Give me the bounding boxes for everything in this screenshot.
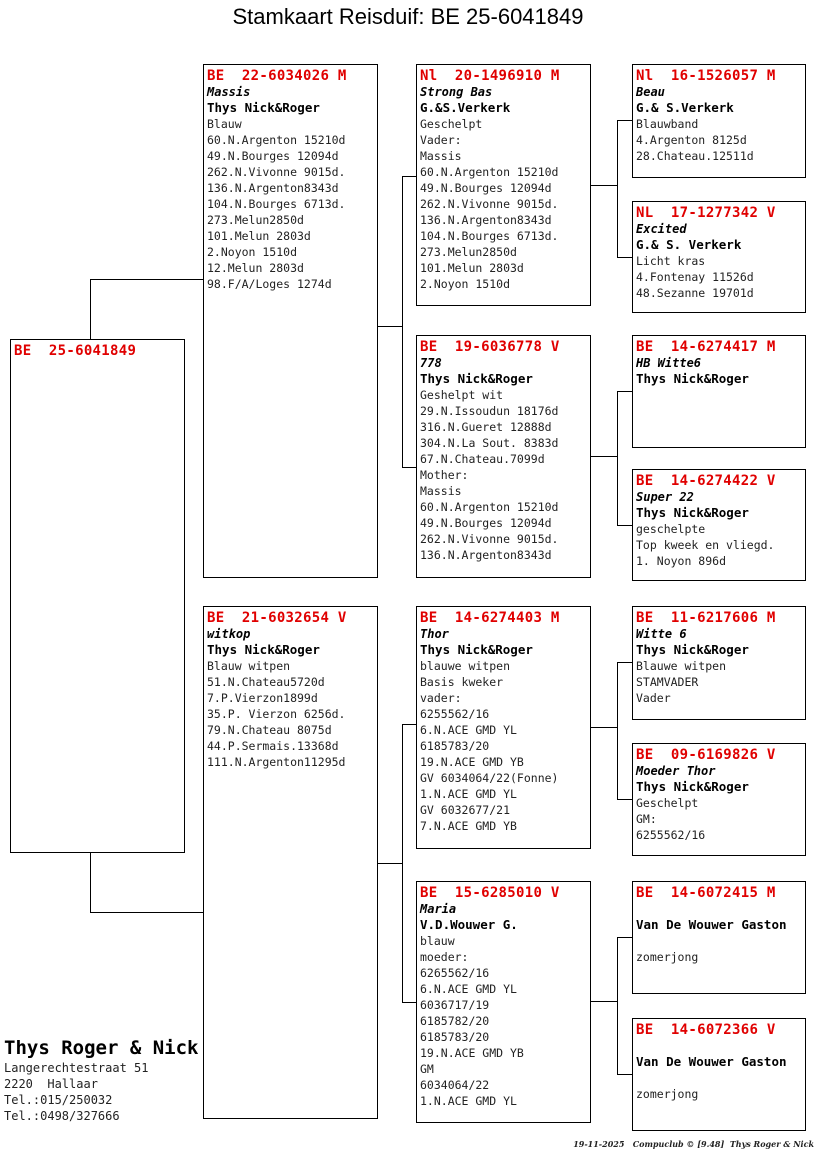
connector-line: [617, 662, 618, 799]
pigeon-owner: Thys Nick&Roger: [636, 505, 749, 520]
info-line: 60.N.Argenton 15210d: [420, 500, 559, 514]
pigeon-card-fff[interactable]: [632, 64, 806, 178]
info-line: Geshelpt wit: [420, 388, 504, 402]
info-line: 12.Melun 2803d: [207, 261, 304, 275]
info-line: zomerjong: [636, 1087, 699, 1101]
info-line: 19.N.ACE GMD YB: [420, 755, 524, 769]
ring-number: BE 14-6072415 M: [636, 885, 776, 901]
pigeon-owner: Thys Nick&Roger: [420, 371, 533, 386]
ring-number: NL 17-1277342 V: [636, 205, 776, 221]
info-line: 6255562/16: [420, 707, 490, 721]
info-line: 60.N.Argenton 15210d: [207, 133, 346, 147]
pigeon-name: Thor: [420, 627, 449, 641]
info-line: 6265562/16: [420, 966, 490, 980]
info-line: Blauwe witpen: [636, 659, 727, 673]
info-line: 44.P.Sermais.13368d: [207, 739, 339, 753]
info-line: 19.N.ACE GMD YB: [420, 1046, 524, 1060]
pigeon-owner: Thys Nick&Roger: [636, 371, 749, 386]
info-line: Massis: [420, 484, 462, 498]
info-line: Blauw: [207, 117, 242, 131]
info-line: Massis: [420, 149, 462, 163]
pigeon-owner: G.& S. Verkerk: [636, 237, 742, 252]
info-line: moeder:: [420, 950, 469, 964]
ring-number: BE 14-6072366 V: [636, 1022, 776, 1038]
info-line: GM:: [636, 812, 657, 826]
connector-line: [402, 724, 416, 725]
info-line: 49.N.Bourges 12094d: [420, 181, 552, 195]
connector-line: [402, 176, 403, 467]
connector-line: [402, 1002, 416, 1003]
connector-line: [90, 852, 91, 912]
breeder-info: [4, 1036, 198, 1124]
info-line: zomerjong: [636, 950, 699, 964]
connector-line: [617, 120, 632, 121]
pigeon-owner: Van De Wouwer Gaston: [636, 1054, 787, 1069]
ring-number: BE 14-6274417 M: [636, 339, 776, 355]
breeder-name: Thys Roger & Nick: [4, 1037, 199, 1059]
pigeon-name: 778: [420, 356, 442, 370]
connector-line: [617, 1074, 632, 1075]
pigeon-card-subject[interactable]: [10, 339, 185, 853]
pigeon-name: Beau: [636, 85, 665, 99]
breeder-address: Langerechtestraat 51: [4, 1061, 149, 1075]
connector-line: [590, 1001, 617, 1002]
info-line: 1.N.ACE GMD YL: [420, 787, 517, 801]
connector-line: [617, 120, 618, 257]
pigeon-owner: Van De Wouwer Gaston: [636, 917, 787, 932]
connector-line: [90, 912, 203, 913]
info-line: 79.N.Chateau 8075d: [207, 723, 332, 737]
info-line: 49.N.Bourges 12094d: [207, 149, 339, 163]
info-line: GV 6034064/22(Fonne): [420, 771, 559, 785]
connector-line: [617, 257, 632, 258]
info-line: 1.N.ACE GMD YL: [420, 1094, 517, 1108]
pigeon-card-ff[interactable]: [416, 64, 591, 306]
info-line: blauw: [420, 934, 455, 948]
pigeon-name: Moeder Thor: [636, 764, 716, 778]
info-line: 29.N.Issoudun 18176d: [420, 404, 559, 418]
info-line: 273.Melun2850d: [420, 245, 517, 259]
info-line: 6255562/16: [636, 828, 706, 842]
info-line: Geschelpt: [636, 796, 699, 810]
info-line: 6.N.ACE GMD YL: [420, 982, 517, 996]
info-line: 51.N.Chateau5720d: [207, 675, 325, 689]
pigeon-owner: V.D.Wouwer G.: [420, 917, 518, 932]
ring-number: Nl 20-1496910 M: [420, 68, 560, 84]
pigeon-card-father[interactable]: [203, 64, 378, 578]
info-line: 6.N.ACE GMD YL: [420, 723, 517, 737]
info-line: 262.N.Vivonne 9015d.: [207, 165, 346, 179]
info-line: Blauwband: [636, 117, 699, 131]
pigeon-card-mmf[interactable]: [632, 881, 806, 994]
pigeon-owner: G.& S.Verkerk: [636, 100, 734, 115]
connector-line: [617, 662, 632, 663]
ring-number: Nl 16-1526057 M: [636, 68, 776, 84]
connector-line: [617, 391, 632, 392]
pigeon-name: Super 22: [636, 490, 694, 504]
info-line: 67.N.Chateau.7099d: [420, 452, 545, 466]
connector-line: [590, 185, 617, 186]
info-line: Mother:: [420, 468, 469, 482]
ring-number: BE 14-6274403 M: [420, 610, 560, 626]
ring-number: BE 09-6169826 V: [636, 747, 776, 763]
info-line: 4.Fontenay 11526d: [636, 270, 754, 284]
pigeon-owner: Thys Nick&Roger: [420, 642, 533, 657]
info-line: 136.N.Argenton8343d: [207, 181, 339, 195]
info-line: GV 6032677/21: [420, 803, 511, 817]
info-line: 2.Noyon 1510d: [420, 277, 511, 291]
page-title: Stamkaart Reisduif: BE 25-6041849: [232, 4, 584, 29]
connector-line: [590, 456, 617, 457]
info-line: 101.Melun 2803d: [420, 261, 524, 275]
info-line: vader:: [420, 691, 462, 705]
info-line: 111.N.Argenton11295d: [207, 755, 346, 769]
info-line: 60.N.Argenton 15210d: [420, 165, 559, 179]
connector-line: [90, 279, 203, 280]
connector-line: [402, 176, 416, 177]
info-line: Geschelpt: [420, 117, 483, 131]
info-line: geschelpte: [636, 522, 706, 536]
pigeon-owner: G.&S.Verkerk: [420, 100, 511, 115]
pigeon-name: Maria: [420, 902, 457, 916]
blank-line: [636, 933, 805, 949]
connector-line: [617, 391, 618, 525]
pigeon-owner: Thys Nick&Roger: [207, 642, 320, 657]
info-line: 316.N.Gueret 12888d: [420, 420, 552, 434]
connector-line: [377, 863, 402, 864]
info-line: 104.N.Bourges 6713d.: [207, 197, 346, 211]
pigeon-card-mff[interactable]: [632, 606, 806, 720]
info-line: 7.N.ACE GMD YB: [420, 819, 517, 833]
info-line: 273.Melun2850d: [207, 213, 304, 227]
info-line: 6185783/20: [420, 739, 490, 753]
connector-line: [617, 799, 632, 800]
info-line: 28.Chateau.12511d: [636, 149, 754, 163]
info-line: 49.N.Bourges 12094d: [420, 516, 552, 530]
info-line: Vader: [636, 691, 671, 705]
info-line: 7.P.Vierzon1899d: [207, 691, 318, 705]
info-line: 304.N.La Sout. 8383d: [420, 436, 559, 450]
info-line: 262.N.Vivonne 9015d.: [420, 532, 559, 546]
pigeon-card-fmf[interactable]: [632, 335, 806, 448]
pigeon-name-empty: [636, 1038, 805, 1054]
pigeon-owner: Thys Nick&Roger: [636, 779, 749, 794]
ring-number: BE 11-6217606 M: [636, 610, 776, 626]
connector-line: [377, 326, 402, 327]
breeder-city: 2220 Hallaar: [4, 1077, 98, 1091]
pigeon-card-mm[interactable]: [416, 881, 591, 1123]
info-line: 136.N.Argenton8343d: [420, 213, 552, 227]
pigeon-name: Excited: [636, 222, 687, 236]
info-line: 104.N.Bourges 6713d.: [420, 229, 559, 243]
pigeon-name: Witte 6: [636, 627, 687, 641]
info-line: 136.N.Argenton8343d: [420, 548, 552, 562]
info-line: Basis kweker: [420, 675, 504, 689]
info-line: Top kweek en vliegd.: [636, 538, 775, 552]
pigeon-card-mf[interactable]: [416, 606, 591, 849]
info-line: 6034064/22: [420, 1078, 490, 1092]
pigeon-name: Strong Bas: [420, 85, 493, 99]
ring-number: BE 22-6034026 M: [207, 68, 347, 84]
connector-line: [617, 937, 618, 1074]
info-line: STAMVADER: [636, 675, 699, 689]
info-line: 98.F/A/Loges 1274d: [207, 277, 332, 291]
connector-line: [90, 279, 91, 339]
info-line: GM: [420, 1062, 434, 1076]
breeder-phone: Tel.:015/250032: [4, 1093, 113, 1107]
info-line: 101.Melun 2803d: [207, 229, 311, 243]
info-line: 6185782/20: [420, 1014, 490, 1028]
connector-line: [590, 727, 617, 728]
info-line: 48.Sezanne 19701d: [636, 286, 754, 300]
connector-line: [617, 525, 632, 526]
pigeon-card-fmm[interactable]: [632, 469, 806, 581]
ring-number: BE 19-6036778 V: [420, 339, 560, 355]
ring-number: BE 14-6274422 V: [636, 473, 776, 489]
info-line: 2.Noyon 1510d: [207, 245, 298, 259]
pigeon-owner: Thys Nick&Roger: [636, 642, 749, 657]
info-line: Blauw witpen: [207, 659, 291, 673]
info-line: 262.N.Vivonne 9015d.: [420, 197, 559, 211]
connector-line: [402, 467, 416, 468]
connector-line: [402, 724, 403, 1002]
pigeon-card-mother[interactable]: [203, 606, 378, 1119]
pigeon-name: Massis: [207, 85, 251, 99]
info-line: Vader:: [420, 133, 462, 147]
connector-line: [617, 937, 632, 938]
breeder-mobile: Tel.:0498/327666: [4, 1109, 120, 1123]
pigeon-card-fm[interactable]: [416, 335, 591, 578]
footer-credits: 19-11-2025 Compuclub © [9.48] Thys Roger & Nick: [573, 1139, 814, 1149]
info-line: 4.Argenton 8125d: [636, 133, 747, 147]
info-line: 1. Noyon 896d: [636, 554, 727, 568]
pigeon-card-mmm[interactable]: [632, 1018, 806, 1131]
pigeon-name-empty: [636, 901, 805, 917]
blank-line: [636, 1070, 805, 1086]
pigeon-card-ffm[interactable]: [632, 201, 806, 313]
info-line: Licht kras: [636, 254, 706, 268]
pigeon-owner: Thys Nick&Roger: [207, 100, 320, 115]
info-line: 6036717/19: [420, 998, 490, 1012]
info-line: 6185783/20: [420, 1030, 490, 1044]
pigeon-name: witkop: [207, 627, 251, 641]
ring-number: BE 21-6032654 V: [207, 610, 347, 626]
info-line: 35.P. Vierzon 6256d.: [207, 707, 346, 721]
pigeon-card-mfm[interactable]: [632, 743, 806, 856]
pigeon-name: HB Witte6: [636, 356, 702, 370]
ring-number: BE 25-6041849: [14, 343, 137, 359]
info-line: blauwe witpen: [420, 659, 511, 673]
ring-number: BE 15-6285010 V: [420, 885, 560, 901]
